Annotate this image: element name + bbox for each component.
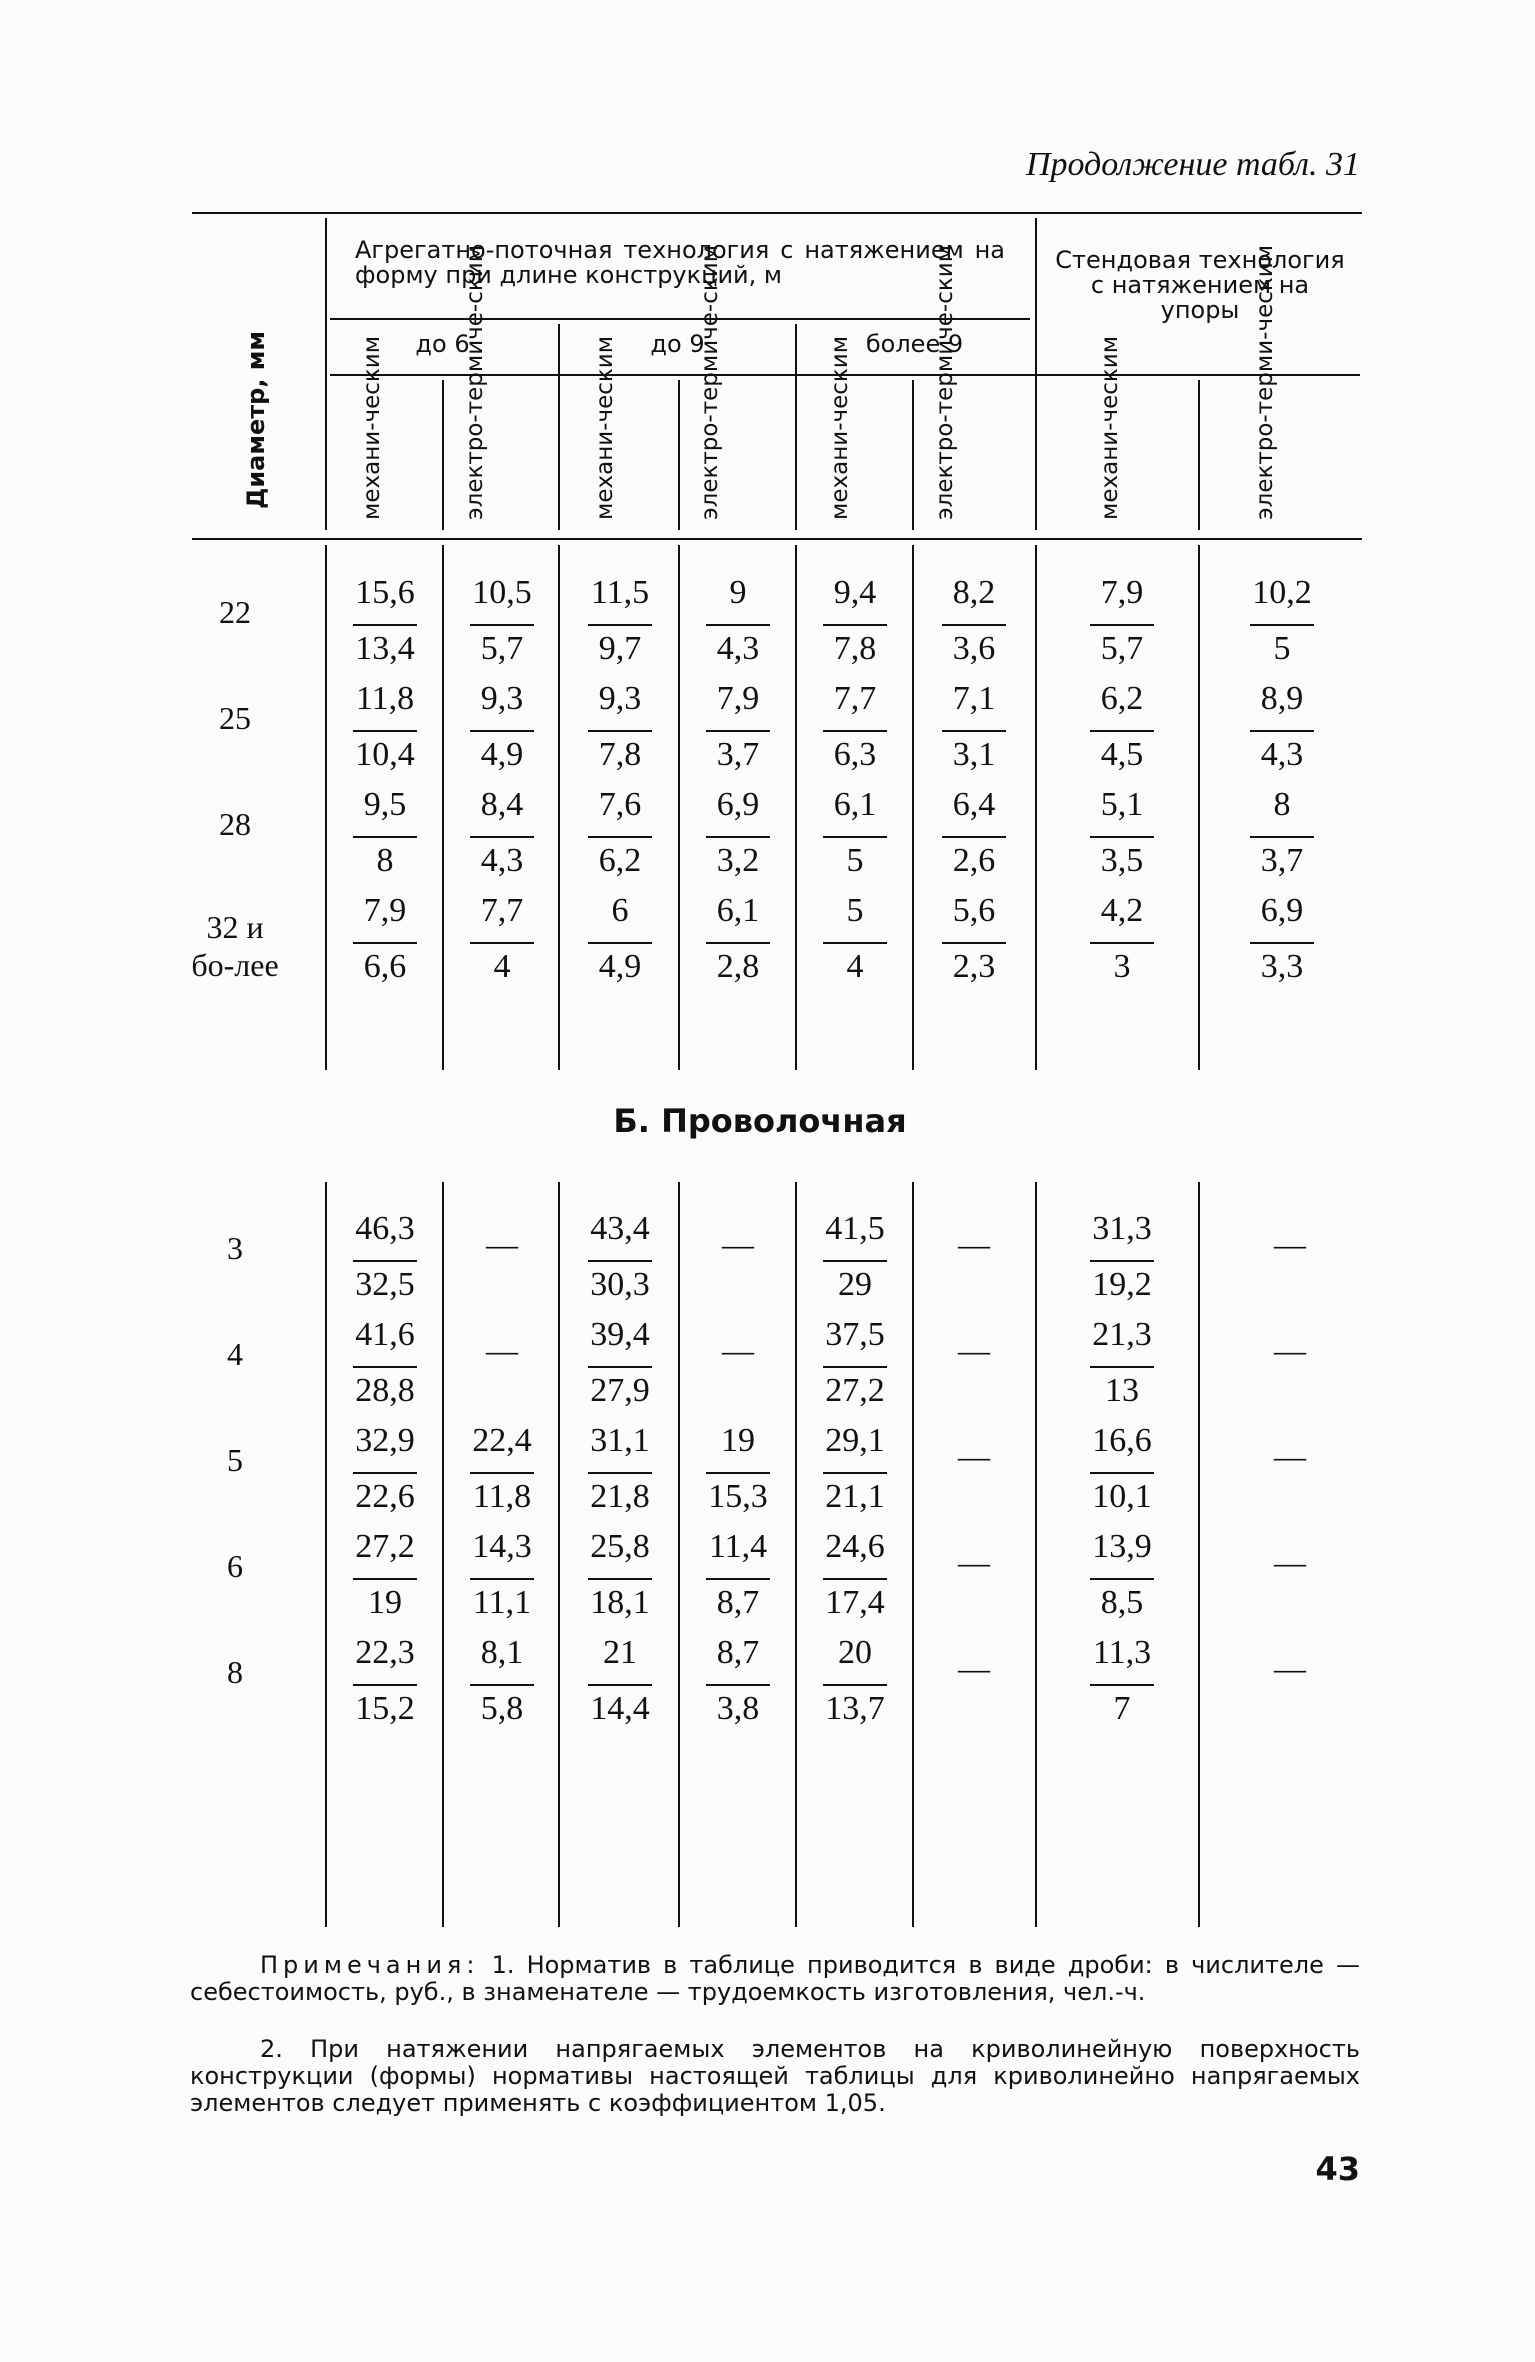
labor-value: 21,1	[825, 1478, 885, 1515]
cost-value: 14,3	[472, 1528, 532, 1565]
cost-value: 9,4	[833, 574, 877, 611]
labor-value: 32,5	[355, 1266, 415, 1303]
notes-title: Примечания:	[260, 1951, 480, 1979]
cost-value: 31,1	[590, 1422, 650, 1459]
fraction-cell	[1072, 1630, 1172, 1732]
cost-value: 7,9	[716, 680, 760, 717]
cost-value: 21,3	[1092, 1316, 1152, 1353]
fraction-cell	[688, 888, 788, 990]
labor-value: 21,8	[590, 1478, 650, 1515]
length-header-2: до 9	[650, 330, 705, 358]
labor-value: 4,3	[1260, 736, 1304, 773]
fraction-cell	[805, 676, 905, 778]
cost-value: 6,1	[833, 786, 877, 823]
fraction-cell	[452, 676, 552, 778]
body-divider	[678, 545, 680, 1070]
row-diameter: 4	[227, 1336, 243, 1372]
note-2: 2. При натяжении напрягаемых элементов на криволинейную поверхность конструкции (формы) нормативы настоящей таблицы для криволинейно напрягаемых элементов следует применять с коэффициентом 1,05.	[190, 2035, 1360, 2117]
cost-value: 7,6	[598, 786, 642, 823]
method-header: механи-ческим	[592, 335, 618, 520]
labor-value: 13,7	[825, 1690, 885, 1727]
labor-value: 3,8	[716, 1690, 760, 1727]
fraction-cell	[335, 1312, 435, 1414]
cost-value: 9	[729, 574, 747, 611]
fraction-cell	[452, 570, 552, 672]
cost-value: 6,2	[1100, 680, 1144, 717]
length-header-3: более 9	[865, 330, 964, 358]
cost-value: 21	[603, 1634, 637, 1671]
fraction-cell	[1232, 782, 1332, 884]
body-divider	[1198, 1182, 1200, 1927]
row-diameter: 8	[227, 1654, 243, 1690]
cost-value: 9,3	[598, 680, 642, 717]
cost-value: 8,2	[952, 574, 996, 611]
labor-value: 6,3	[833, 736, 877, 773]
cost-value: 6,9	[716, 786, 760, 823]
labor-value: 3	[1113, 948, 1131, 985]
fraction-cell	[688, 1524, 788, 1626]
labor-value: 10,1	[1092, 1478, 1152, 1515]
fraction-cell	[570, 570, 670, 672]
group-b-header: Стендовая технология с натяжением на упоры	[1055, 246, 1345, 324]
empty-cell-dash: —	[722, 1226, 754, 1262]
labor-value: 15,3	[708, 1478, 768, 1515]
header-bottom-rule	[192, 538, 1362, 540]
fraction-cell	[1072, 888, 1172, 990]
fraction-cell	[1072, 1206, 1172, 1308]
labor-value: 3,6	[952, 630, 996, 667]
body-divider	[1035, 545, 1037, 1070]
fraction-cell	[570, 1206, 670, 1308]
row-diameter: 5	[227, 1442, 243, 1478]
body-divider	[442, 1182, 444, 1927]
table-caption: Продолжение табл. 31	[1025, 146, 1360, 183]
labor-value: 9,7	[598, 630, 642, 667]
cost-value: 15,6	[355, 574, 415, 611]
fraction-cell	[805, 1312, 905, 1414]
cost-value: 39,4	[590, 1316, 650, 1353]
labor-value: 2,8	[716, 948, 760, 985]
fraction-cell	[1232, 570, 1332, 672]
fraction-cell	[452, 1418, 552, 1520]
body-divider	[558, 1182, 560, 1927]
labor-value: 14,4	[590, 1690, 650, 1727]
labor-value: 27,9	[590, 1372, 650, 1409]
fraction-cell	[805, 782, 905, 884]
diameter-header: Диаметр, мм	[242, 330, 270, 510]
fraction-cell	[570, 1312, 670, 1414]
fraction-cell	[688, 1630, 788, 1732]
labor-value: 4,9	[480, 736, 524, 773]
group-a-rule	[330, 318, 1030, 320]
cost-value: 10,2	[1252, 574, 1312, 611]
empty-cell-dash: —	[486, 1332, 518, 1368]
fraction-cell	[1072, 1312, 1172, 1414]
cost-value: 16,6	[1092, 1422, 1152, 1459]
body-divider	[912, 1182, 914, 1927]
header-divider	[1035, 218, 1037, 530]
cost-value: 31,3	[1092, 1210, 1152, 1247]
labor-value: 3,1	[952, 736, 996, 773]
length-header-1: до 6	[415, 330, 470, 358]
fraction-cell	[570, 888, 670, 990]
labor-value: 19,2	[1092, 1266, 1152, 1303]
empty-cell-dash: —	[1274, 1650, 1306, 1686]
fraction-cell	[805, 888, 905, 990]
row-diameter: 28	[219, 806, 251, 842]
fraction-cell	[570, 782, 670, 884]
fraction-cell	[688, 782, 788, 884]
section-b-title: Б. Проволочная	[613, 1102, 907, 1140]
fraction-cell	[1072, 1418, 1172, 1520]
empty-cell-dash: —	[1274, 1438, 1306, 1474]
fraction-cell	[570, 1418, 670, 1520]
cost-value: 11,5	[590, 574, 650, 611]
cost-value: 13,9	[1092, 1528, 1152, 1565]
empty-cell-dash: —	[958, 1544, 990, 1580]
fraction-cell	[1072, 570, 1172, 672]
fraction-cell	[335, 1418, 435, 1520]
method-header: электро-термиче-ским	[697, 244, 723, 520]
fraction-cell	[688, 676, 788, 778]
method-header: механи-ческим	[359, 335, 385, 520]
cost-value: 24,6	[825, 1528, 885, 1565]
cost-value: 8,1	[480, 1634, 524, 1671]
body-divider	[912, 545, 914, 1070]
cost-value: 41,6	[355, 1316, 415, 1353]
cost-value: 5,1	[1100, 786, 1144, 823]
empty-cell-dash: —	[1274, 1544, 1306, 1580]
fraction-cell	[1232, 888, 1332, 990]
labor-value: 5,8	[480, 1690, 524, 1727]
fraction-cell	[805, 1524, 905, 1626]
labor-value: 4,9	[598, 948, 642, 985]
labor-value: 6,6	[363, 948, 407, 985]
labor-value: 17,4	[825, 1584, 885, 1621]
cost-value: 8,7	[716, 1634, 760, 1671]
body-divider	[1035, 1182, 1037, 1927]
page-number: 43	[1315, 2150, 1360, 2188]
fraction-cell	[452, 888, 552, 990]
fraction-cell	[570, 676, 670, 778]
fraction-cell	[335, 570, 435, 672]
method-header: электро-термиче-ским	[462, 244, 488, 520]
fraction-cell	[335, 1206, 435, 1308]
labor-value: 18,1	[590, 1584, 650, 1621]
cost-value: 41,5	[825, 1210, 885, 1247]
cost-value: 7,7	[833, 680, 877, 717]
body-divider	[325, 545, 327, 1070]
cost-value: 6,1	[716, 892, 760, 929]
fraction-cell	[1072, 782, 1172, 884]
row-diameter: 22	[219, 594, 251, 630]
body-divider	[1198, 545, 1200, 1070]
labor-value: 7	[1113, 1690, 1131, 1727]
fraction-cell	[335, 782, 435, 884]
cost-value: 43,4	[590, 1210, 650, 1247]
labor-value: 8,5	[1100, 1584, 1144, 1621]
labor-value: 3,5	[1100, 842, 1144, 879]
row-diameter: 6	[227, 1548, 243, 1584]
labor-value: 28,8	[355, 1372, 415, 1409]
labor-value: 6,2	[598, 842, 642, 879]
empty-cell-dash: —	[958, 1438, 990, 1474]
cost-value: 20	[838, 1634, 872, 1671]
method-header: электро-термиче-ским	[932, 244, 958, 520]
fraction-cell	[335, 1630, 435, 1732]
labor-value: 8	[376, 842, 394, 879]
labor-value: 7,8	[833, 630, 877, 667]
fraction-cell	[1072, 1524, 1172, 1626]
cost-value: 7,7	[480, 892, 524, 929]
labor-value: 4,3	[716, 630, 760, 667]
fraction-cell	[452, 1630, 552, 1732]
labor-value: 2,3	[952, 948, 996, 985]
fraction-cell	[1232, 676, 1332, 778]
empty-cell-dash: —	[958, 1650, 990, 1686]
fraction-cell	[924, 888, 1024, 990]
fraction-cell	[924, 570, 1024, 672]
header-divider	[442, 380, 444, 530]
labor-value: 4,3	[480, 842, 524, 879]
body-divider	[795, 1182, 797, 1927]
empty-cell-dash: —	[1274, 1226, 1306, 1262]
cost-value: 29,1	[825, 1422, 885, 1459]
fraction-cell	[452, 782, 552, 884]
empty-cell-dash: —	[1274, 1332, 1306, 1368]
labor-value: 5	[1273, 630, 1291, 667]
labor-value: 30,3	[590, 1266, 650, 1303]
fraction-cell	[805, 570, 905, 672]
row-diameter: 32 и бо-лее	[191, 909, 279, 983]
labor-value: 10,4	[355, 736, 415, 773]
header-divider	[912, 380, 914, 530]
cost-value: 27,2	[355, 1528, 415, 1565]
fraction-cell	[335, 676, 435, 778]
cost-value: 7,1	[952, 680, 996, 717]
empty-cell-dash: —	[958, 1226, 990, 1262]
labor-value: 5,7	[480, 630, 524, 667]
row-diameter: 3	[227, 1230, 243, 1266]
body-divider	[678, 1182, 680, 1927]
cost-value: 8,4	[480, 786, 524, 823]
cost-value: 11,4	[708, 1528, 768, 1565]
header-top-rule	[192, 212, 1362, 214]
labor-value: 3,2	[716, 842, 760, 879]
labor-value: 5,7	[1100, 630, 1144, 667]
fraction-cell	[688, 1418, 788, 1520]
row-diameter: 25	[219, 700, 251, 736]
fraction-cell	[1072, 676, 1172, 778]
method-header: электро-терми-ческим	[1252, 244, 1278, 520]
labor-value: 11,1	[472, 1584, 532, 1621]
cost-value: 32,9	[355, 1422, 415, 1459]
labor-value: 13,4	[355, 630, 415, 667]
cost-value: 11,3	[1092, 1634, 1152, 1671]
cost-value: 6,9	[1260, 892, 1304, 929]
cost-value: 4,2	[1100, 892, 1144, 929]
cost-value: 11,8	[355, 680, 415, 717]
labor-value: 22,6	[355, 1478, 415, 1515]
body-divider	[442, 545, 444, 1070]
fraction-cell	[805, 1206, 905, 1308]
cost-value: 6,4	[952, 786, 996, 823]
fraction-cell	[570, 1524, 670, 1626]
labor-value: 8,7	[716, 1584, 760, 1621]
cost-value: 37,5	[825, 1316, 885, 1353]
fraction-cell	[805, 1630, 905, 1732]
cost-value: 22,3	[355, 1634, 415, 1671]
labor-value: 15,2	[355, 1690, 415, 1727]
cost-value: 10,5	[472, 574, 532, 611]
labor-value: 19	[368, 1584, 402, 1621]
method-header: механи-ческим	[827, 335, 853, 520]
cost-value: 46,3	[355, 1210, 415, 1247]
cost-value: 5,6	[952, 892, 996, 929]
header-divider	[325, 218, 327, 530]
cost-value: 9,3	[480, 680, 524, 717]
empty-cell-dash: —	[958, 1332, 990, 1368]
labor-value: 4	[846, 948, 864, 985]
note-1: 1. Норматив в таблице приводится в виде дроби: в числителе — себестоимость, руб., в знаменателе — трудоемкость изготовления, чел.-ч.	[190, 1951, 1360, 2006]
labor-value: 11,8	[472, 1478, 532, 1515]
fraction-cell	[688, 570, 788, 672]
cost-value: 9,5	[363, 786, 407, 823]
labor-value: 4,5	[1100, 736, 1144, 773]
group-a-header: Агрегатно-поточная технология с натяжением на форму при длине конструкций, м	[355, 236, 1005, 289]
cost-value: 22,4	[472, 1422, 532, 1459]
fraction-cell	[924, 782, 1024, 884]
fraction-cell	[924, 676, 1024, 778]
labor-value: 13	[1105, 1372, 1139, 1409]
note-2-block	[190, 2036, 1360, 2117]
cost-value: 5	[846, 892, 864, 929]
fraction-cell	[805, 1418, 905, 1520]
body-divider	[558, 545, 560, 1070]
cost-value: 7,9	[363, 892, 407, 929]
fraction-cell	[335, 888, 435, 990]
labor-value: 2,6	[952, 842, 996, 879]
cost-value: 7,9	[1100, 574, 1144, 611]
body-divider	[325, 1182, 327, 1927]
cost-value: 19	[721, 1422, 755, 1459]
cost-value: 6	[611, 892, 629, 929]
labor-value: 27,2	[825, 1372, 885, 1409]
labor-value: 29	[838, 1266, 872, 1303]
header-divider	[1198, 380, 1200, 530]
empty-cell-dash: —	[486, 1226, 518, 1262]
cost-value: 25,8	[590, 1528, 650, 1565]
method-header: механи-ческим	[1097, 335, 1123, 520]
notes	[190, 1952, 1360, 2006]
labor-value: 5	[846, 842, 864, 879]
labor-value: 3,7	[1260, 842, 1304, 879]
labor-value: 3,7	[716, 736, 760, 773]
labor-value: 3,3	[1260, 948, 1304, 985]
cost-value: 8,9	[1260, 680, 1304, 717]
labor-value: 7,8	[598, 736, 642, 773]
cost-value: 8	[1273, 786, 1291, 823]
fraction-cell	[335, 1524, 435, 1626]
fraction-cell	[570, 1630, 670, 1732]
labor-value: 4	[493, 948, 511, 985]
header-divider	[678, 380, 680, 530]
fraction-cell	[452, 1524, 552, 1626]
body-divider	[795, 545, 797, 1070]
empty-cell-dash: —	[722, 1332, 754, 1368]
